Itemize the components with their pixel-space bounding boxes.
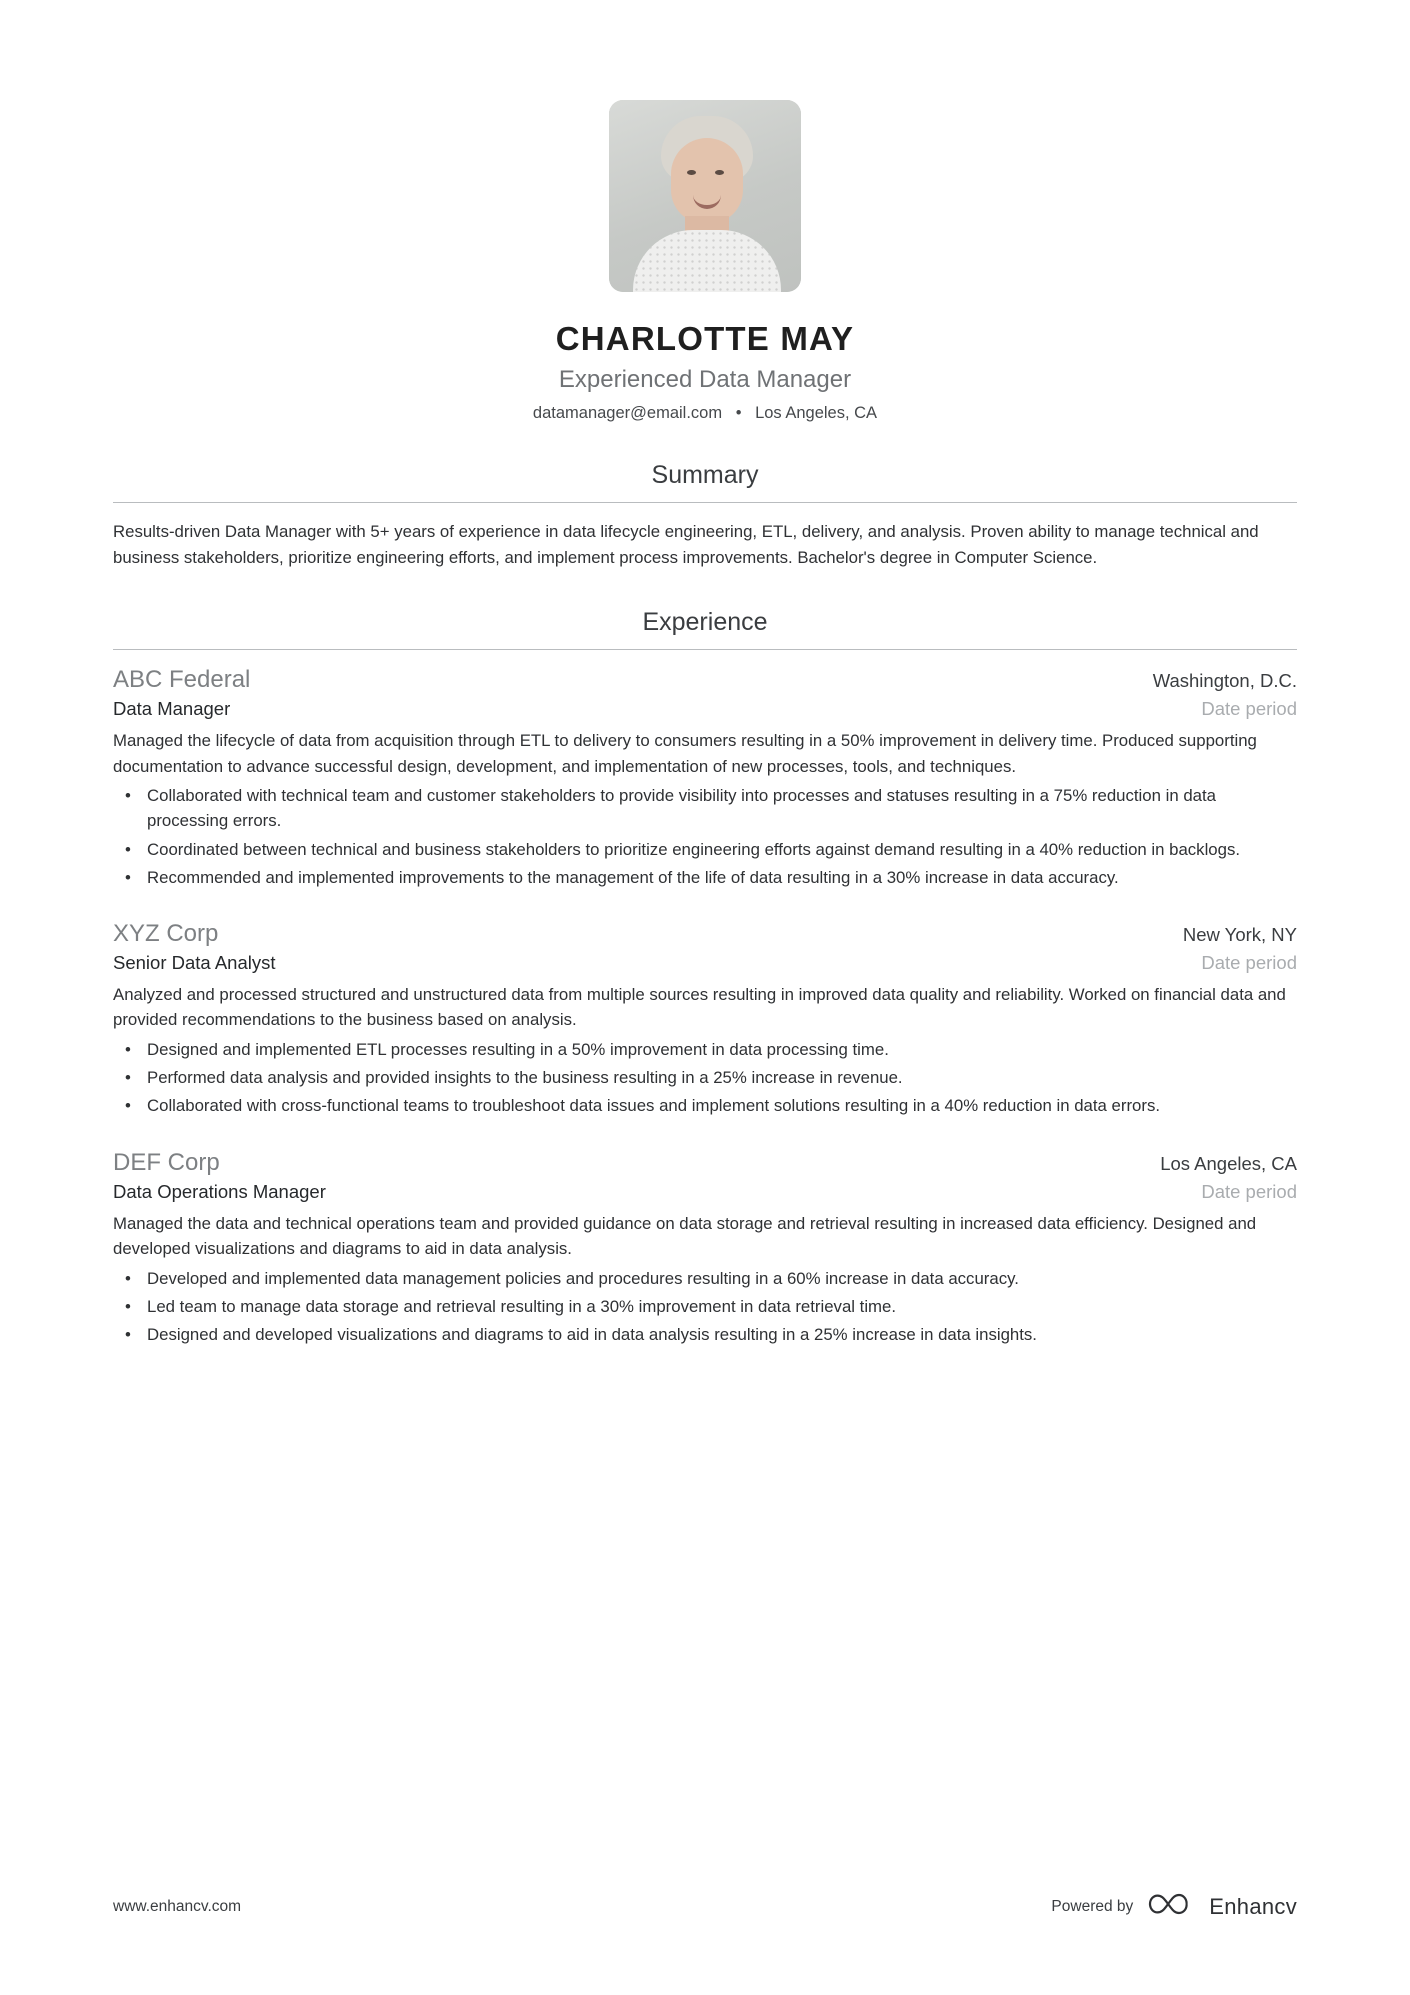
- section-divider: [113, 502, 1297, 503]
- footer-branding: [1051, 1891, 1297, 1922]
- experience-role: Data Manager: [113, 698, 231, 720]
- powered-by-label: Powered by: [1051, 1897, 1134, 1915]
- section-title-summary: Summary: [651, 461, 759, 489]
- list-item: • Performed data analysis and provided insights to the business resulting in a 25% increase in revenue.: [143, 1065, 1297, 1090]
- experience-description: Managed the data and technical operations team and provided guidance on data storage and retrieval resulting in increased data efficiency. Designed and developed visualizations and diagrams to aid in data analysis.: [113, 1213, 1257, 1259]
- contact-separator: •: [735, 404, 742, 422]
- experience-company: XYZ Corp: [113, 919, 219, 947]
- experience-role: Senior Data Analyst: [113, 951, 276, 973]
- footer-website-link[interactable]: www.enhancv.com: [113, 1897, 242, 1915]
- list-item: • Coordinated between technical and business stakeholders to prioritize engineering efforts against demand resulting in a 40% reduction in backlogs.: [143, 837, 1297, 862]
- brand-lockup: [1147, 1891, 1297, 1922]
- email-text: datamanager@email.com: [532, 404, 723, 422]
- avatar: [609, 100, 801, 292]
- list-item: • Led team to manage data storage and retrieval resulting in a 30% improvement in data retrieval time.: [143, 1294, 1297, 1319]
- experience-date: Date period: [1201, 698, 1297, 720]
- experience-header: [113, 1149, 1297, 1177]
- list-item: • Developed and implemented data management policies and procedures resulting in a 60% increase in data accuracy.: [143, 1266, 1297, 1291]
- experience-item: [113, 920, 1297, 1119]
- experience-header: [113, 920, 1297, 948]
- photo-eye-left: [687, 170, 696, 175]
- list-item: • Recommended and implemented improvements to the management of the life of data resulting in a 30% increase in data accuracy.: [143, 865, 1297, 890]
- section-experience: [113, 608, 1297, 1347]
- photo-face: [671, 138, 743, 224]
- experience-item: [113, 666, 1297, 890]
- experience-bullets: [113, 1037, 1297, 1119]
- list-item: • Designed and implemented ETL processes resulting in a 50% improvement in data processing time.: [143, 1037, 1297, 1062]
- list-item: • Collaborated with cross-functional teams to troubleshoot data issues and implement solutions resulting in a 40% reduction in data errors.: [143, 1093, 1297, 1118]
- resume-content: [113, 0, 1297, 1377]
- experience-company: ABC Federal: [113, 666, 251, 694]
- job-title: Experienced Data Manager: [558, 366, 852, 393]
- experience-item: [113, 1149, 1297, 1348]
- summary-text: Results-driven Data Manager with 5+ years of experience in data lifecycle engineering, ETL, delivery, and analysis. Proven ability to manage technical and business stakeholders, prioritize engineering efforts, and implement process improvements. Bachelor's degree in Computer Science.: [113, 522, 1259, 567]
- section-title-experience: Experience: [642, 608, 768, 637]
- experience-location: Los Angeles, CA: [1160, 1152, 1297, 1174]
- enhancv-logo-icon: [1147, 1891, 1199, 1922]
- brand-name: Enhancv: [1209, 1893, 1297, 1919]
- experience-header: [113, 666, 1297, 694]
- experience-subheader: [113, 698, 1297, 720]
- contact-row: [113, 404, 1297, 423]
- photo-eye-right: [715, 170, 724, 175]
- experience-location: Washington, D.C.: [1152, 670, 1297, 692]
- section-divider: [113, 649, 1297, 650]
- experience-location: New York, NY: [1182, 923, 1297, 945]
- location-text: Los Angeles, CA: [755, 404, 878, 422]
- list-item: • Collaborated with technical team and customer stakeholders to provide visibility into processes and statuses resulting in a 75% reduction in data processing errors.: [143, 783, 1297, 833]
- photo-container: [113, 0, 1297, 292]
- experience-subheader: [113, 1181, 1297, 1203]
- experience-date: Date period: [1201, 1180, 1297, 1202]
- list-item: • Designed and developed visualizations and diagrams to aid in data analysis resulting in a 25% increase in data insights.: [143, 1322, 1297, 1347]
- experience-description: Analyzed and processed structured and unstructured data from multiple sources resulting in improved data quality and reliability. Worked on financial data and provided recommendations to the business based on analysis.: [113, 984, 1286, 1030]
- experience-subheader: [113, 952, 1297, 974]
- experience-description: Managed the lifecycle of data from acquisition through ETL to delivery to consumers resulting in a 50% improvement in delivery time. Produced supporting documentation to advance successful design, development, and implementation of new processes, tools, and techniques.: [113, 731, 1257, 776]
- experience-role: Data Operations Manager: [113, 1180, 326, 1202]
- section-summary: [113, 461, 1297, 570]
- page-title: CHARLOTTE MAY: [555, 320, 855, 357]
- experience-bullets: [113, 783, 1297, 890]
- experience-bullets: [113, 1266, 1297, 1348]
- page-footer: [113, 1891, 1297, 1922]
- experience-company: DEF Corp: [113, 1148, 220, 1176]
- experience-date: Date period: [1201, 951, 1297, 973]
